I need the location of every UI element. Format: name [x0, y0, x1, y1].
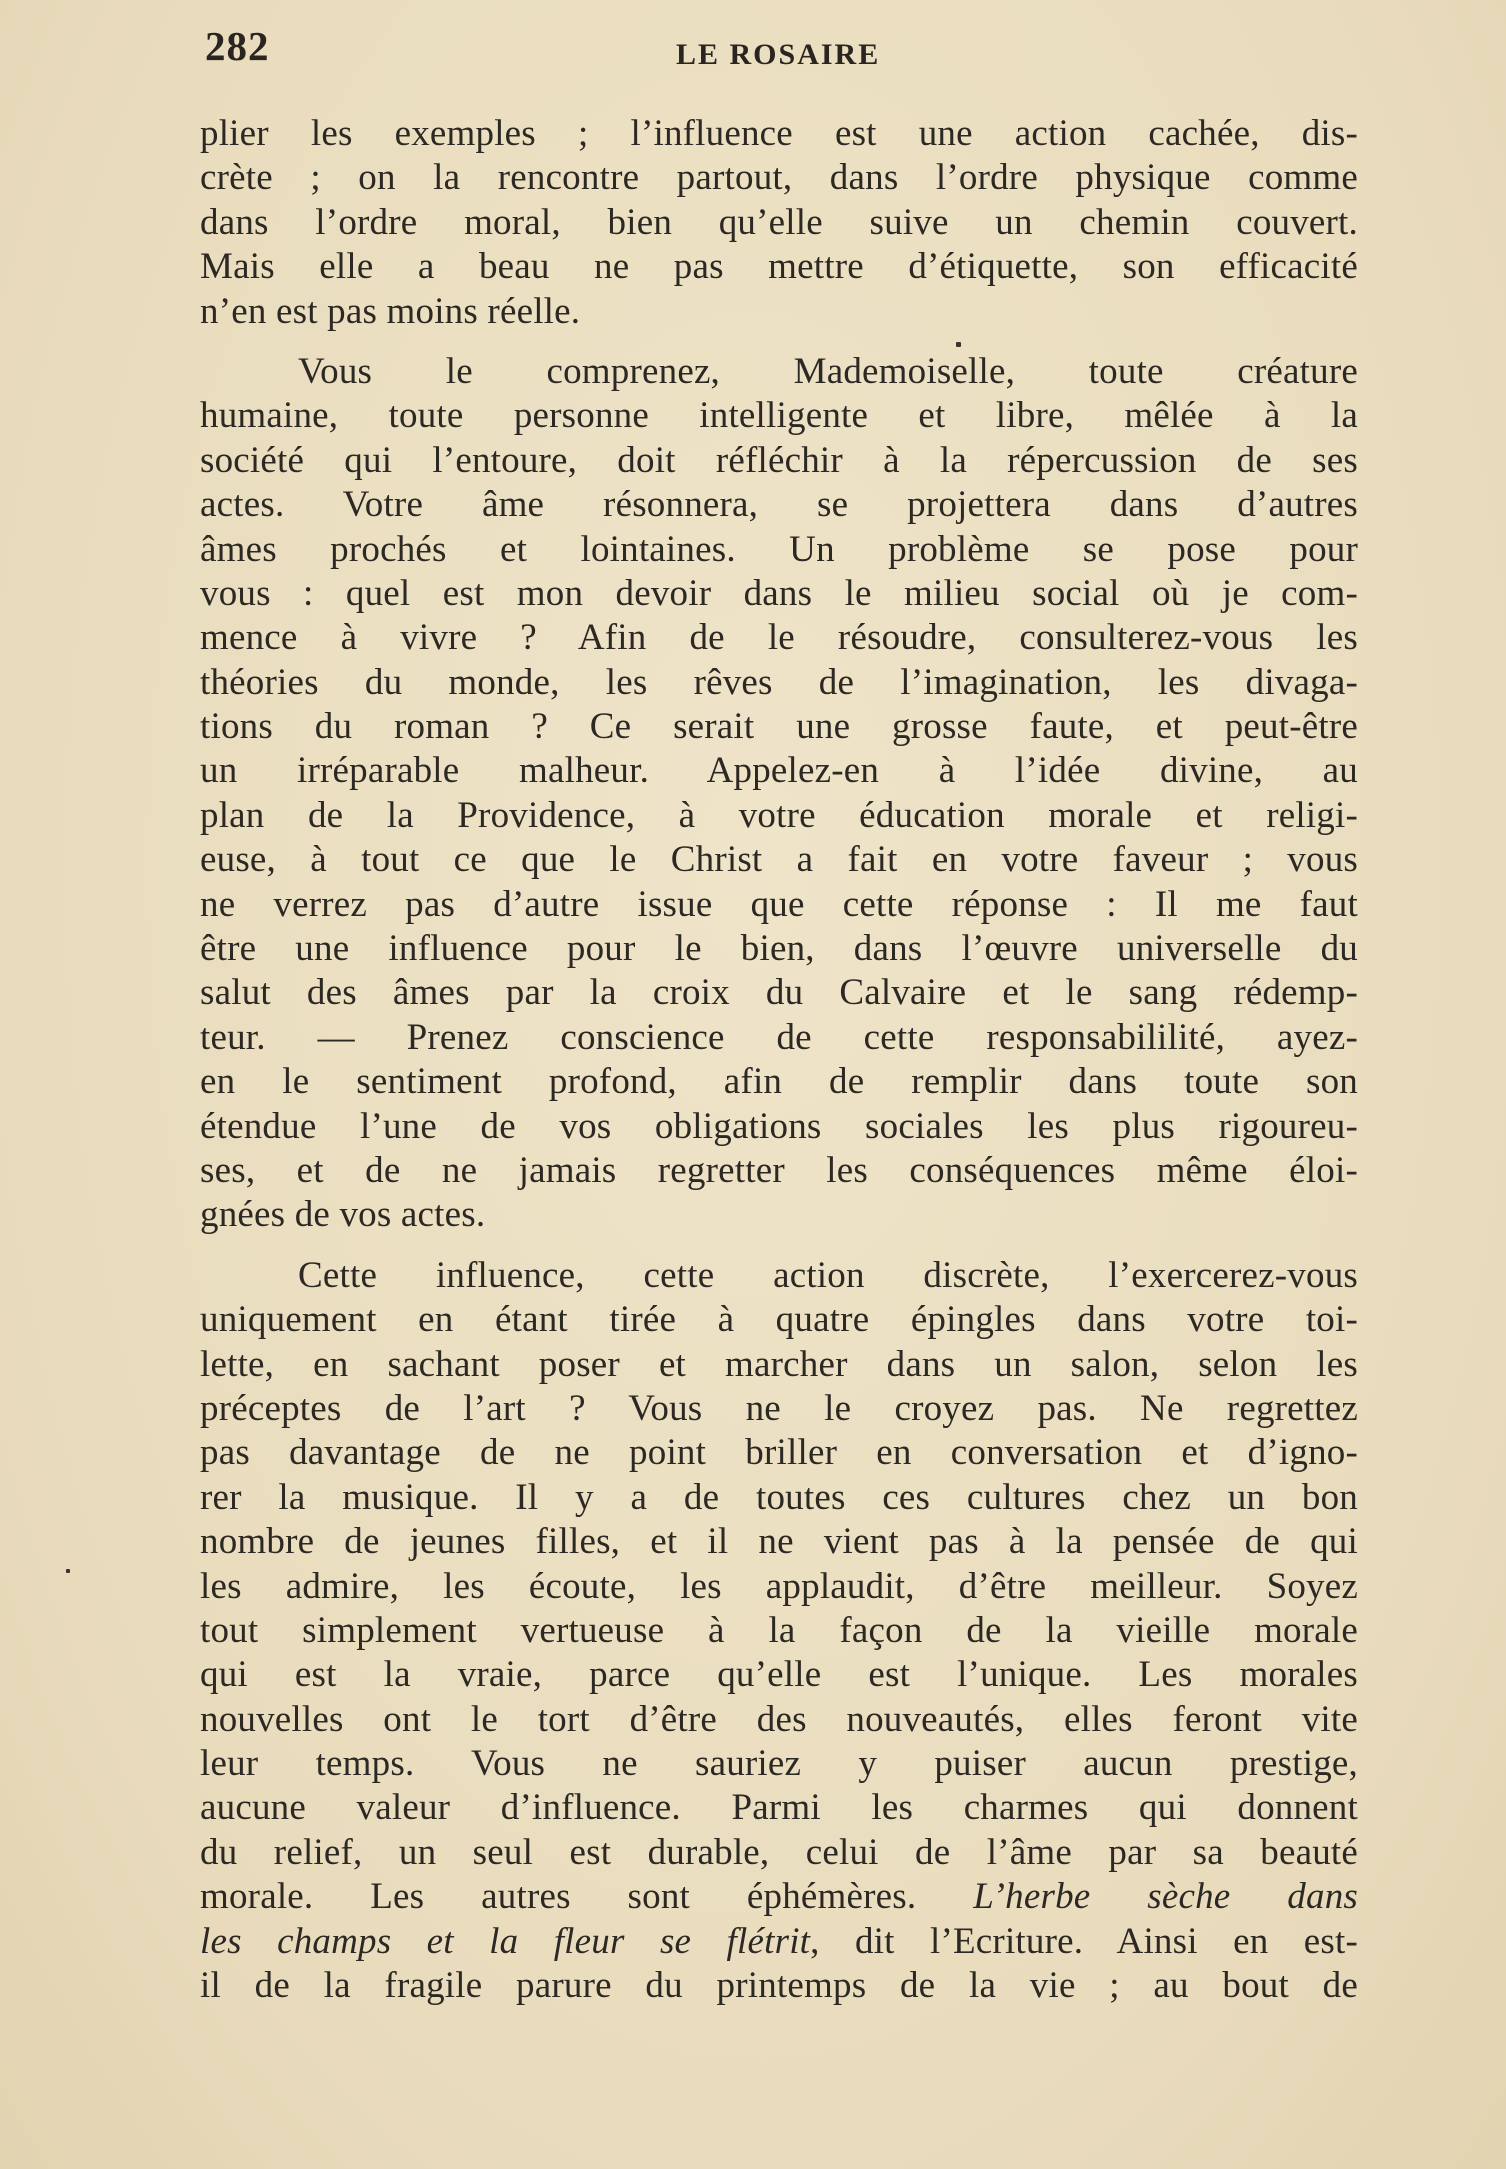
- page-number: 282: [205, 23, 270, 69]
- text-line: préceptes de l’art ? Vous ne le croyez pas. Ne regrettez: [200, 1387, 1358, 1429]
- text-line: en le sentiment profond, afin de remplir dans toute son: [200, 1061, 1358, 1103]
- paragraph-3: [200, 1254, 1358, 2009]
- text-line: leur temps. Vous ne sauriez y puiser aucun prestige,: [200, 1743, 1358, 1785]
- text-line: théories du monde, les rêves de l’imagination, les divaga-: [200, 661, 1358, 703]
- text-line: un irréparable malheur. Appelez-en à l’idée divine, au: [200, 750, 1358, 792]
- paragraph-gap: [200, 1238, 1358, 1254]
- text-line: Cette influence, cette action discrète, l’exercerez-vous: [298, 1254, 1358, 1296]
- text-line: Vous le comprenez, Mademoiselle, toute créature: [298, 350, 1358, 392]
- scripture-quote: L’herbe sèche dans: [973, 1876, 1358, 1918]
- text-line: teur. — Prenez conscience de cette responsabililité, ayez-: [200, 1016, 1358, 1058]
- running-title: LE ROSAIRE: [676, 38, 881, 71]
- text-line: nombre de jeunes filles, et il ne vient pas à la pensée de qui: [200, 1521, 1358, 1563]
- text-line: être une influence pour le bien, dans l’œuvre universelle du: [200, 928, 1358, 970]
- text-segment: , dit l’Ecriture. Ainsi en est-: [810, 1920, 1358, 1962]
- text-line: vous : quel est mon devoir dans le milieu social où je com-: [200, 572, 1358, 614]
- text-line: n’en est pas moins réelle.: [200, 290, 581, 332]
- paragraph-gap: [200, 334, 1358, 350]
- body-text: [200, 112, 1358, 2008]
- text-line: Mais elle a beau ne pas mettre d’étiquette, son efficacité: [200, 246, 1358, 288]
- text-line: du relief, un seul est durable, celui de l’âme par sa beauté: [200, 1831, 1358, 1873]
- text-line: actes. Votre âme résonnera, se projettera dans d’autres: [200, 484, 1358, 526]
- text-line: société qui l’entoure, doit réfléchir à la répercussion de ses: [200, 439, 1358, 481]
- text-line: ne verrez pas d’autre issue que cette réponse : Il me faut: [200, 883, 1358, 925]
- text-line: nouvelles ont le tort d’être des nouveautés, elles feront vite: [200, 1698, 1358, 1740]
- text-line-with-italic: [200, 1920, 1358, 1964]
- text-line: il de la fragile parure du printemps de la vie ; au bout de: [200, 1965, 1358, 2007]
- print-speck: [956, 342, 961, 347]
- text-segment: morale. Les autres sont éphémères.: [200, 1876, 974, 1918]
- paragraph-2: [200, 350, 1358, 1238]
- text-line: plier les exemples ; l’influence est une action cachée, dis-: [200, 113, 1358, 154]
- text-line: pas davantage de ne point briller en conversation et d’igno-: [200, 1432, 1358, 1474]
- text-line: ses, et de ne jamais regretter les conséquences même éloi-: [200, 1149, 1358, 1191]
- text-line: crète ; on la rencontre partout, dans l’ordre physique comme: [200, 157, 1358, 199]
- text-line: plan de la Providence, à votre éducation morale et religi-: [200, 794, 1358, 836]
- text-line: les admire, les écoute, les applaudit, d’être meilleur. Soyez: [200, 1565, 1358, 1607]
- scripture-quote: les champs et la fleur se flétrit: [200, 1920, 811, 1962]
- text-line: âmes prochés et lointaines. Un problème se pose pour: [200, 528, 1358, 570]
- text-line: salut des âmes par la croix du Calvaire et le sang rédemp-: [200, 972, 1358, 1014]
- text-line: tout simplement vertueuse à la façon de la vieille morale: [200, 1609, 1358, 1651]
- text-line: tions du roman ? Ce serait une grosse faute, et peut-être: [200, 706, 1358, 748]
- text-line: lette, en sachant poser et marcher dans un salon, selon les: [200, 1343, 1358, 1385]
- paragraph-1: [200, 112, 1358, 334]
- text-line: étendue l’une de vos obligations sociales les plus rigoureu-: [200, 1105, 1358, 1147]
- text-line: humaine, toute personne intelligente et libre, mêlée à la: [200, 395, 1358, 437]
- text-line: aucune valeur d’influence. Parmi les charmes qui donnent: [200, 1787, 1358, 1829]
- text-line: gnées de vos actes.: [200, 1194, 486, 1236]
- text-line: uniquement en étant tirée à quatre épingles dans votre toi-: [200, 1299, 1358, 1341]
- text-line: rer la musique. Il y a de toutes ces cultures chez un bon: [200, 1476, 1358, 1518]
- text-line: euse, à tout ce que le Christ a fait en votre faveur ; vous: [200, 839, 1358, 881]
- text-line: mence à vivre ? Afin de le résoudre, consulterez-vous les: [200, 617, 1358, 659]
- print-speck: [66, 1569, 70, 1573]
- text-line: dans l’ordre moral, bien qu’elle suive un chemin couvert.: [200, 201, 1358, 243]
- text-line-with-italic: [200, 1875, 1358, 1919]
- text-line: qui est la vraie, parce qu’elle est l’unique. Les morales: [200, 1654, 1358, 1696]
